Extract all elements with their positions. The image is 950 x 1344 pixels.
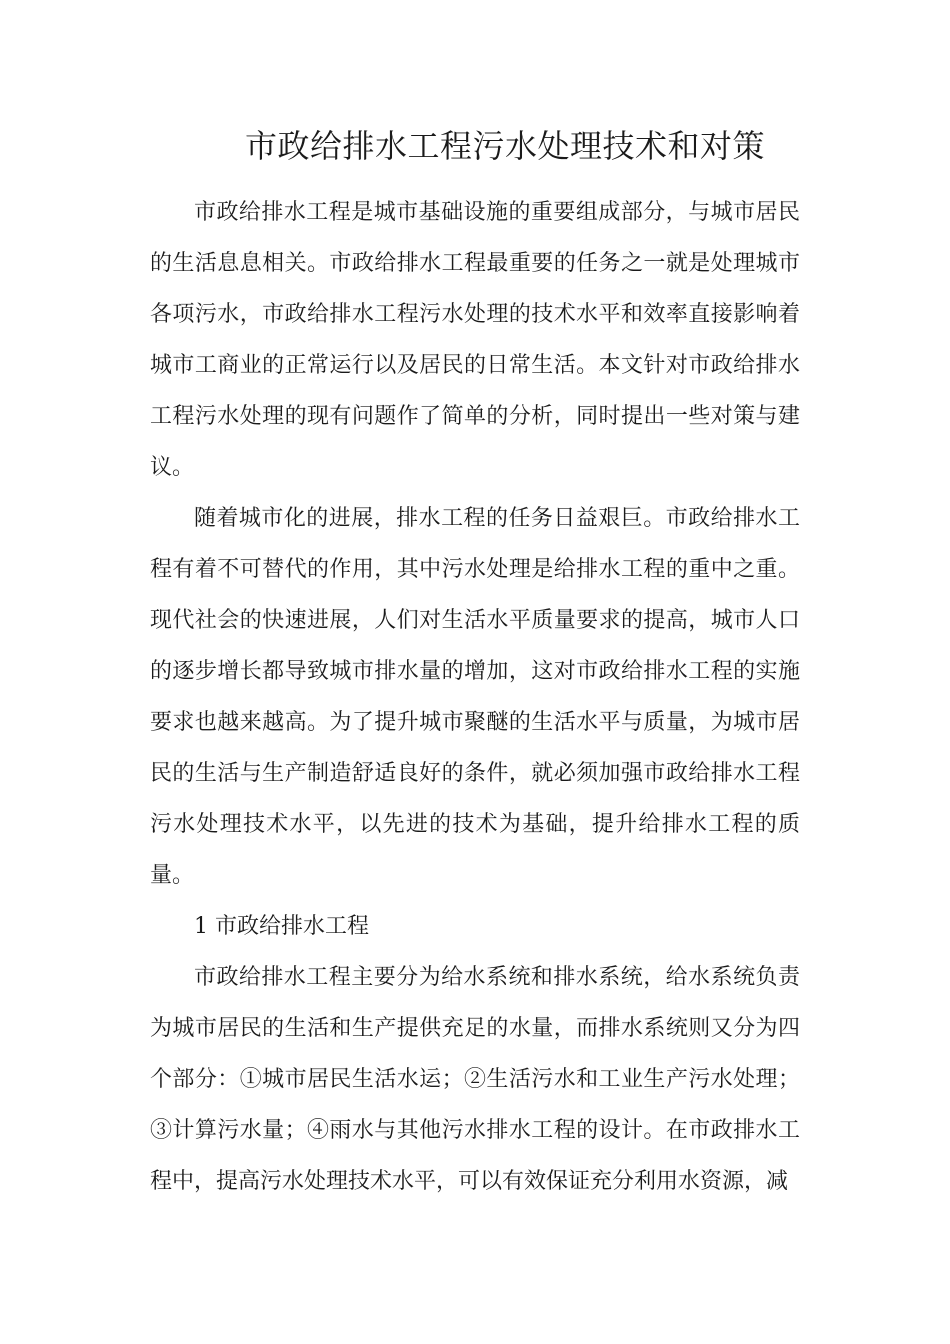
section-paragraph: 市政给排水工程主要分为给水系统和排水系统，给水系统负责为城市居民的生活和生产提供充足的水量，而排水系统则又分为四个部分：①城市居民生活水运；②生活污水和工业生产污水处理；③计算污水量；④雨水与其他污水排水工程的设计。在市政排水工程中，提高污水处理技术水平，可以有效保证充分利用水资源，减 [150, 965, 800, 1194]
section-heading: 1 市政给排水工程 [194, 914, 369, 939]
intro-paragraph: 市政给排水工程是城市基础设施的重要组成部分，与城市居民的生活息息相关。市政给排水工程最重要的任务之一就是处理城市各项污水，市政给排水工程污水处理的技术水平和效率直接影响着城市工商业的正常运行以及居民的日常生活。本文针对市政给排水工程污水处理的现有问题作了简单的分析，同时提出一些对策与建议。 [150, 200, 800, 480]
background-paragraph: 随着城市化的进展，排水工程的任务日益艰巨。市政给排水工程有着不可替代的作用，其中污水处理是给排水工程的重中之重。现代社会的快速进展，人们对生活水平质量要求的提高，城市人口的逐步增长都导致城市排水量的增加，这对市政给排水工程的实施要求也越来越高。为了提升城市聚醚的生活水平与质量，为城市居民的生活与生产制造舒适良好的条件，就必须加强市政给排水工程污水处理技术水平，以先进的技术为基础，提升给排水工程的质量。 [150, 506, 800, 888]
document-body [150, 187, 800, 1207]
document-title: 市政给排水工程污水处理技术和对策 [244, 127, 765, 165]
